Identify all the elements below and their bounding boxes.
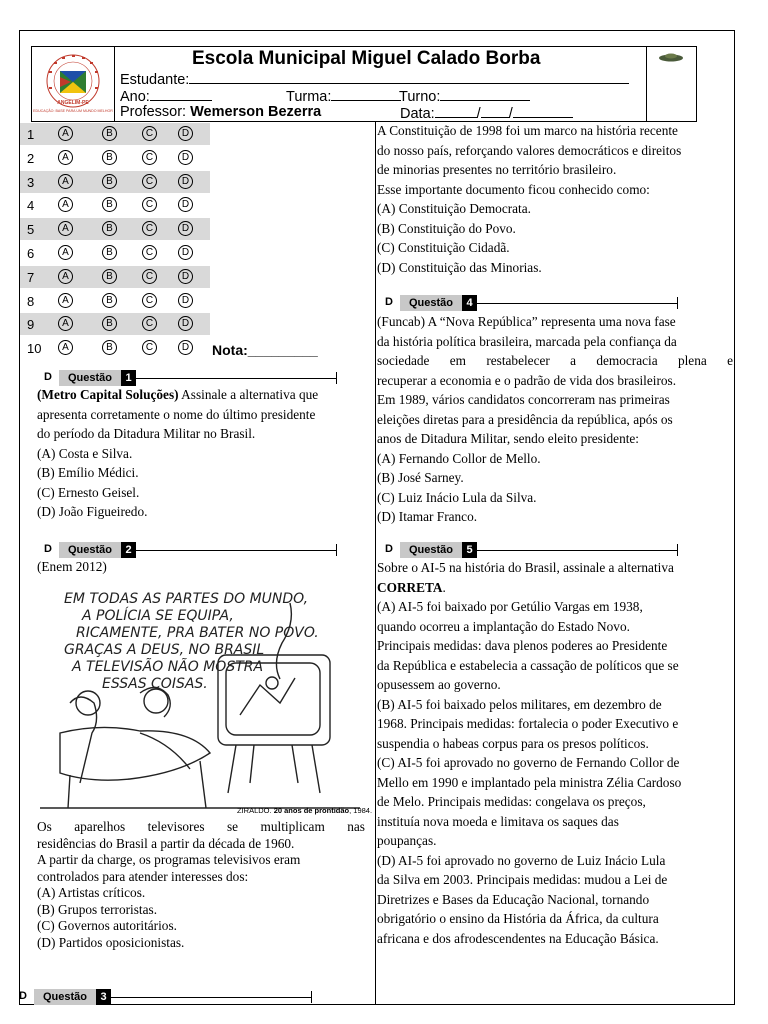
answer-bubble-a[interactable]: A [58, 269, 73, 284]
answer-number: 10 [27, 341, 42, 357]
answer-bubble-a[interactable]: A [58, 245, 73, 260]
answer-bubble-b[interactable]: B [102, 150, 117, 165]
answer-bubble-a[interactable]: A [58, 316, 73, 331]
q5-option-c[interactable]: (C) AI-5 foi aprovado no governo de Fernando Collor de [377, 755, 680, 770]
answer-bubble-b[interactable]: B [102, 126, 117, 141]
q1-option-a[interactable]: (A) Costa e Silva. [37, 445, 133, 461]
shift-field[interactable]: Turno: [399, 87, 530, 105]
answer-number: 9 [27, 317, 35, 333]
answer-bubble-c[interactable]: C [142, 174, 157, 189]
q2-option-d[interactable]: (D) Partidos oposicionistas. [37, 934, 185, 950]
answer-number: 4 [27, 198, 35, 214]
answer-bubble-c[interactable]: C [142, 316, 157, 331]
q5-option-d[interactable]: (D) AI-5 foi aprovado no governo de Luiz Inácio Lula [377, 852, 666, 868]
answer-bubble-d[interactable]: D [178, 221, 193, 236]
answer-bubble-d[interactable]: D [178, 150, 193, 165]
answer-bubble-c[interactable]: C [142, 197, 157, 212]
answer-row [20, 266, 210, 288]
answer-bubble-d[interactable]: D [178, 126, 193, 141]
svg-text:RICAMENTE, PRA BATER NO POVO.: RICAMENTE, PRA BATER NO POVO. [76, 625, 319, 641]
answer-bubble-a[interactable]: A [58, 126, 73, 141]
header-corner [646, 47, 696, 121]
answer-bubble-b[interactable]: B [102, 340, 117, 355]
answer-number: 3 [27, 174, 35, 190]
grade-field[interactable]: Nota:_________ [212, 342, 318, 358]
answer-bubble-c[interactable]: C [142, 126, 157, 141]
answer-bubble-c[interactable]: C [142, 221, 157, 236]
answer-bubble-c[interactable]: C [142, 293, 157, 308]
svg-text:A TELEVISÃO NÃO MOSTRA: A TELEVISÃO NÃO MOSTRA [72, 659, 264, 675]
answer-number: 7 [27, 269, 35, 285]
answer-bubble-a[interactable]: A [58, 221, 73, 236]
q3-option-d[interactable]: (D) Constituição das Minorias. [377, 259, 542, 275]
answer-bubble-b[interactable]: B [102, 221, 117, 236]
answer-bubble-b[interactable]: B [102, 197, 117, 212]
q1-option-c[interactable]: (C) Ernesto Geisel. [37, 484, 140, 500]
class-field[interactable]: Turma: [286, 87, 401, 105]
answer-bubble-b[interactable]: B [102, 316, 117, 331]
exam-header [31, 46, 697, 122]
answer-bubble-a[interactable]: A [58, 150, 73, 165]
answer-bubble-d[interactable]: D [178, 340, 193, 355]
question-5-body: Sobre o AI-5 na história do Brasil, assinale a alternativa CORRETA. (A) AI-5 foi baixado por Getúlio Vargas em 1938, quando ocorreu a implantação do Estado Novo. Principais medidas: dava plenos poderes ao Presidente da República e estabelecia a cassação de políticos que se opusessem ao governo. (B) AI-5 foi baixado pelos militares, em dezembro de 1968. Principais medidas: fortalecia o poder Executivo e suspendia o habeas corpus para os presos políticos. (C) AI-5 foi aprovado no governo de Fernando Collor de Mello em 1990 e implantado pela ministra Zélia Cardoso de Melo. Principais medidas: congelava os preços, instituía nova moeda e limitava os saques das poupanças. (D) AI-5 foi aprovado no governo de Luiz Inácio Lula da Silva em 2003. Principais medidas: mudou a Lei de Diretrizes e Bases da Educação Nacional, tornando obrigatório o ensino da História da África, da cultura africana e dos afrodescendentes na Educação Básica. [377, 558, 733, 948]
answer-bubble-b[interactable]: B [102, 174, 117, 189]
student-field[interactable]: Estudante: [120, 70, 629, 88]
answer-bubble-a[interactable]: A [58, 197, 73, 212]
answer-bubble-a[interactable]: A [58, 340, 73, 355]
q2-option-b[interactable]: (B) Grupos terroristas. [37, 901, 158, 917]
q5-option-a[interactable]: (A) AI-5 foi baixado por Getúlio Vargas em 1938, [377, 599, 643, 614]
answer-bubble-d[interactable]: D [178, 197, 193, 212]
q5-option-b[interactable]: (B) AI-5 foi baixado pelos militares, em dezembro de [377, 696, 662, 712]
answer-number: 5 [27, 222, 35, 238]
svg-text:EDUCAÇÃO: BASE PARA UM MUNDO M: EDUCAÇÃO: BASE PARA UM MUNDO MELHOR [33, 109, 113, 113]
svg-text:ESSAS COISAS.: ESSAS COISAS. [102, 676, 208, 692]
q3-option-b[interactable]: (B) Constituição do Povo. [377, 220, 516, 236]
answer-bubble-a[interactable]: A [58, 174, 73, 189]
teacher-field: Professor: Wemerson Bezerra [120, 104, 322, 120]
answer-bubble-c[interactable]: C [142, 245, 157, 260]
answer-bubble-d[interactable]: D [178, 316, 193, 331]
answer-bubble-d[interactable]: D [178, 293, 193, 308]
school-logo [32, 47, 115, 121]
cartoon-credit: ZIRALDO. 20 anos de prontidão, 1984. [237, 806, 373, 815]
q1-option-d[interactable]: (D) João Figueiredo. [37, 504, 148, 519]
answer-row [20, 147, 210, 169]
q3-option-c[interactable]: (C) Constituição Cidadã. [377, 240, 510, 255]
svg-text:EM TODAS AS PARTES DO MUNDO,: EM TODAS AS PARTES DO MUNDO, [64, 591, 309, 607]
q2-option-c[interactable]: (C) Governos autoritários. [37, 918, 177, 933]
answer-row [20, 218, 210, 240]
answer-row [20, 242, 210, 264]
q3-option-a[interactable]: (A) Constituição Democrata. [377, 201, 531, 216]
q4-option-a[interactable]: (A) Fernando Collor de Mello. [377, 450, 541, 466]
svg-text:A POLÍCIA SE EQUIPA,: A POLÍCIA SE EQUIPA, [82, 608, 234, 624]
answer-row [20, 290, 210, 312]
answer-number: 2 [27, 150, 35, 166]
cartoon-image [40, 583, 360, 818]
answer-row [20, 337, 210, 359]
leaf-icon [647, 47, 695, 87]
answer-bubble-b[interactable]: B [102, 245, 117, 260]
question-4-body: (Funcab) A “Nova República” representa uma nova fase da história política brasileira, marcada pela confiança da sociedade em restabelecer a democracia plena e recuperar a economia e o padrão de vida dos brasileiros. Em 1989, vários candidatos concorreram nas primeiras eleições diretas para a presidência da república, após os anos de Ditadura Militar, sendo eleito presidente: (A) Fernando Collor de Mello. (B) José Sarney. (C) Luiz Inácio Lula da Silva. (D) Itamar Franco. [377, 312, 733, 527]
answer-bubble-b[interactable]: B [102, 293, 117, 308]
date-field[interactable]: Data: / / [400, 104, 573, 122]
question-3-body: A Constituição de 1998 foi um marco na história recente do nosso país, reforçando valores democráticos e direitos de minorias presentes no território brasileiro. Esse importante documento ficou conhecido como: (A) Constituição Democrata. (B) Constituição do Povo. (C) Constituição Cidadã. (D) Constituição das Minorias. [377, 121, 733, 277]
question-2-body: Os aparelhos televisores se multiplicam nas residências do Brasil a partir da década de 1960. A partir da charge, os programas televisivos eram controlados para atender interesses dos: (A) Artistas críticos. (B) Grupos terroristas. (C) Governos autoritários. (D) Partidos oposicionistas. [37, 819, 365, 950]
answer-bubble-d[interactable]: D [178, 174, 193, 189]
answer-bubble-c[interactable]: C [142, 340, 157, 355]
answer-number: 1 [27, 127, 35, 142]
q4-option-c[interactable]: (C) Luiz Inácio Lula da Silva. [377, 489, 537, 505]
q2-option-a[interactable]: (A) Artistas críticos. [37, 885, 146, 900]
answer-bubble-b[interactable]: B [102, 269, 117, 284]
question-1-body: (Metro Capital Soluções) Assinale a alternativa que apresenta corretamente o nome do último presidente do período da Ditadura Militar no Brasil. (A) Costa e Silva. (B) Emílio Médici. (C) Ernesto Geisel. (D) João Figueiredo. [37, 385, 367, 522]
answer-bubble-a[interactable]: A [58, 293, 73, 308]
answer-row [20, 194, 210, 216]
svg-text:GRAÇAS A DEUS, NO BRASIL: GRAÇAS A DEUS, NO BRASIL [64, 642, 265, 658]
year-field[interactable]: Ano: [120, 87, 212, 105]
q4-option-b[interactable]: (B) José Sarney. [377, 470, 464, 485]
question-2-source: (Enem 2012) [37, 559, 107, 574]
answer-bubble-d[interactable]: D [178, 245, 193, 260]
answer-bubble-c[interactable]: C [142, 269, 157, 284]
school-seal-icon [32, 47, 114, 121]
answer-number: 8 [27, 293, 35, 309]
answer-row [20, 171, 210, 193]
answer-row [20, 123, 210, 145]
school-name: Escola Municipal Miguel Calado Borba [192, 48, 541, 69]
q1-option-b[interactable]: (B) Emílio Médici. [37, 465, 139, 480]
q4-option-d[interactable]: (D) Itamar Franco. [377, 509, 478, 524]
column-divider [375, 122, 376, 1005]
answer-bubble-c[interactable]: C [142, 150, 157, 165]
answer-number: 6 [27, 246, 35, 261]
svg-text:ANGELIM-PE: ANGELIM-PE [57, 100, 89, 106]
answer-row [20, 313, 210, 335]
answer-bubble-d[interactable]: D [178, 269, 193, 284]
